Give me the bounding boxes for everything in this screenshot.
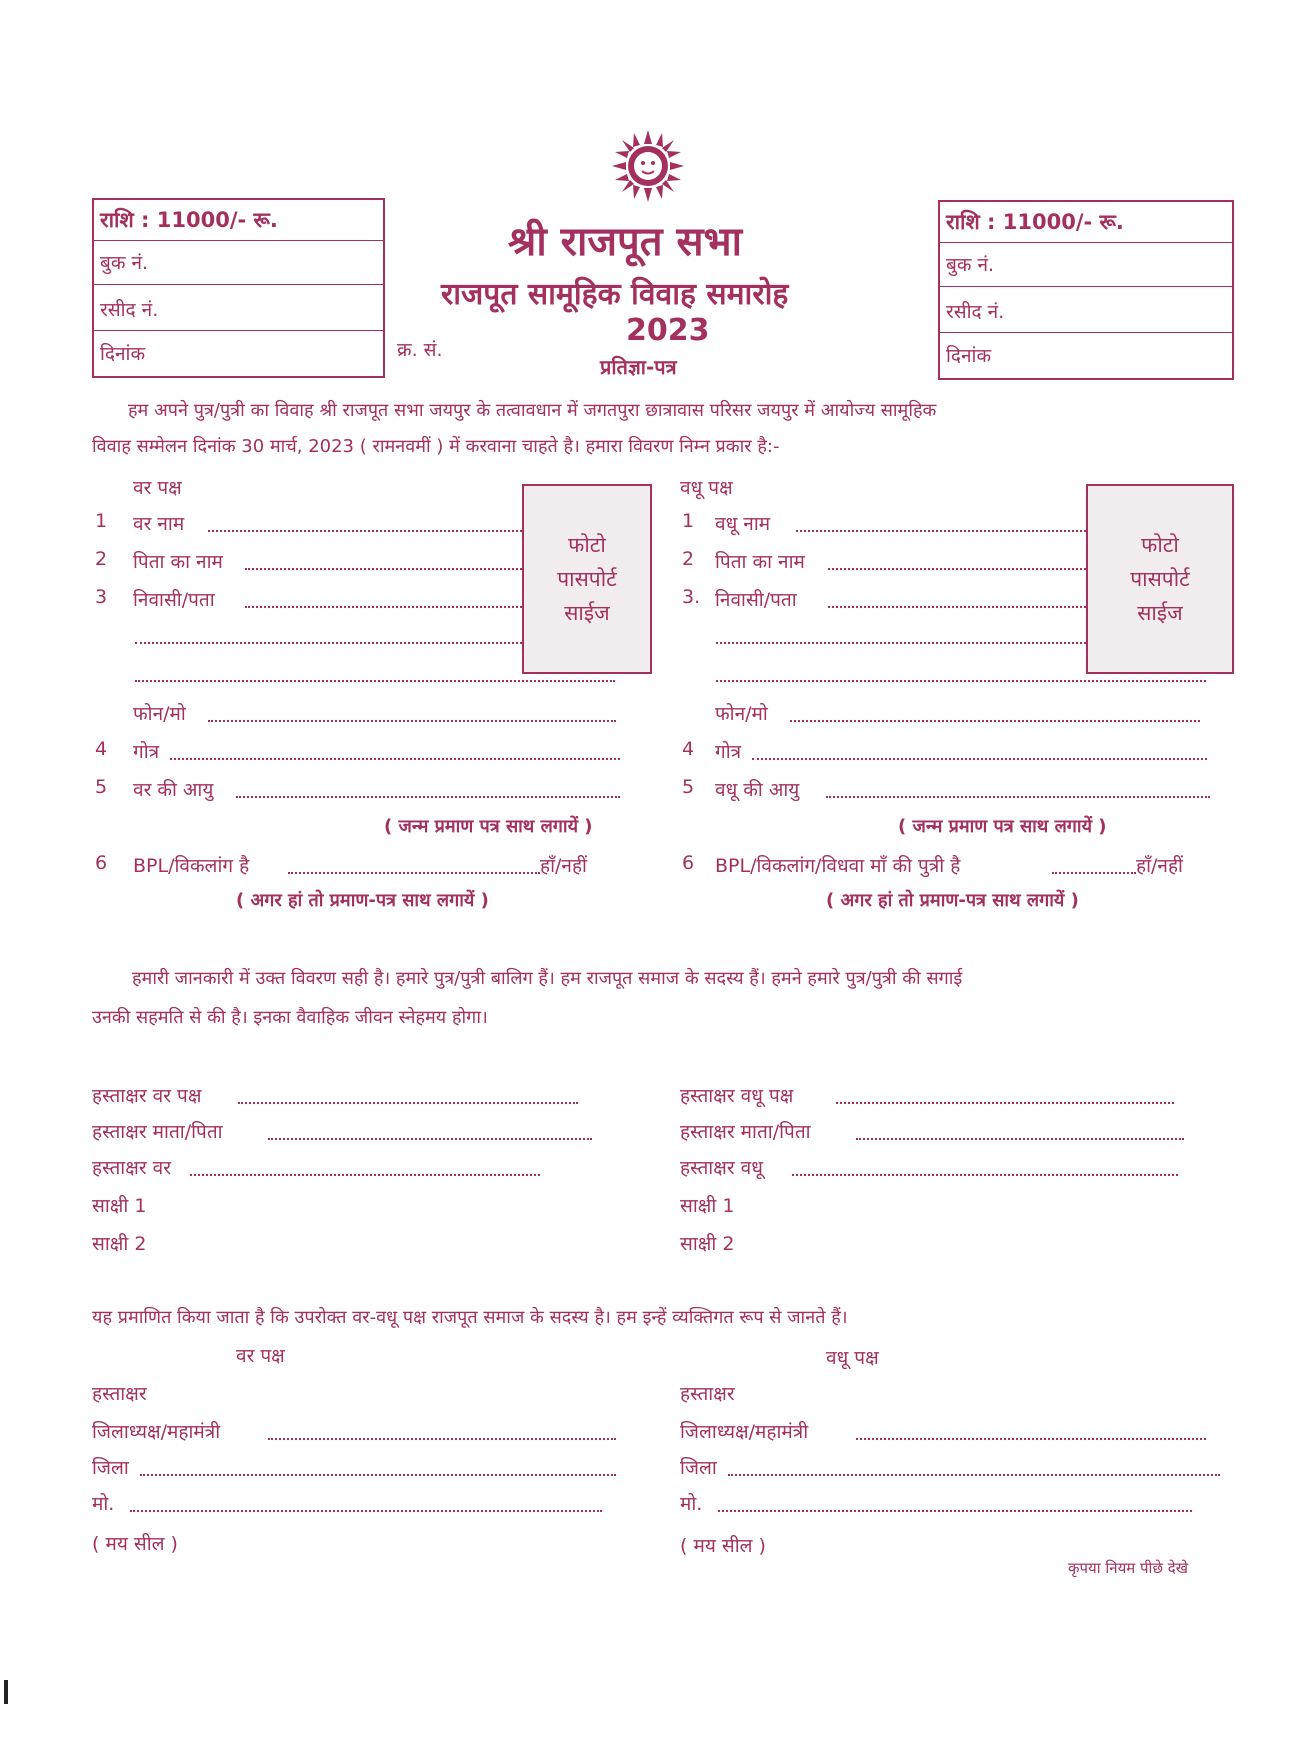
bride-father-line[interactable]: [828, 568, 1086, 570]
groom-address-label: निवासी/पता: [133, 589, 215, 611]
bride-num-4: 4: [682, 738, 695, 760]
groom-num-1: 1: [95, 510, 108, 532]
groom-photo-placeholder[interactable]: [522, 484, 652, 674]
bride-photo-placeholder[interactable]: [1086, 484, 1234, 674]
groom-heading: वर पक्ष: [133, 477, 182, 499]
cert-groom-official-label: जिलाध्यक्ष/महामंत्री: [92, 1421, 221, 1443]
groom-name-label: वर नाम: [133, 513, 185, 535]
sign-groom-side-line[interactable]: [238, 1102, 578, 1104]
witness-2-left: साक्षी 2: [92, 1233, 147, 1255]
sign-groom-parent-label: हस्ताक्षर माता/पिता: [92, 1121, 223, 1143]
cert-bride-seal: ( मय सील ): [680, 1535, 766, 1557]
sign-bride-parent-line[interactable]: [856, 1138, 1184, 1140]
scan-mark: [4, 1680, 8, 1704]
bride-bpl-label: BPL/विकलांग/विधवा माँ की पुत्री है: [715, 855, 961, 877]
intro-line-1: हम अपने पुत्र/पुत्री का विवाह श्री राजपूत सभा जयपुर के तत्वावधान में जगतपुरा छात्रावास परिसर जयपुर में आयोज्य सामूहिक: [128, 400, 937, 421]
bride-address-label: निवासी/पता: [715, 589, 797, 611]
bride-num-3: 3.: [682, 586, 701, 608]
receipt-box-right: [938, 200, 1234, 380]
bride-phone-line[interactable]: [790, 720, 1200, 722]
groom-bpl-note: ( अगर हां तो प्रमाण-पत्र साथ लगायें ): [236, 890, 489, 911]
bride-age-note: ( जन्म प्रमाण पत्र साथ लगायें ): [898, 816, 1107, 837]
bride-bpl-line[interactable]: [1052, 872, 1136, 874]
sign-groom-parent-line[interactable]: [268, 1138, 592, 1140]
bride-num-2: 2: [682, 548, 695, 570]
witness-1-right: साक्षी 1: [680, 1195, 735, 1217]
declaration-line-1: हमारी जानकारी में उक्त विवरण सही है। हमारे पुत्र/पुत्री बालिग हैं। हम राजपूत समाज के सदस्य हैं। हमने हमारे पुत्र/पुत्री की सगाई: [132, 968, 963, 989]
cert-groom-district-line[interactable]: [140, 1474, 616, 1476]
cert-groom-sign-label: हस्ताक्षर: [92, 1383, 147, 1405]
receipt-amount: राशि : 11000/- रू.: [946, 210, 1124, 234]
sign-bride-line[interactable]: [792, 1174, 1178, 1176]
sign-bride-side-line[interactable]: [836, 1102, 1174, 1104]
witness-1-left: साक्षी 1: [92, 1195, 147, 1217]
event-year: 2023: [626, 313, 710, 348]
bride-phone-label: फोन/मो: [715, 703, 768, 725]
receipt-date: दिनांक: [940, 332, 1232, 378]
photo-label-1: फोटो: [1141, 533, 1179, 557]
witness-2-right: साक्षी 2: [680, 1233, 735, 1255]
photo-label-1: फोटो: [568, 533, 606, 557]
groom-address-line-2[interactable]: [135, 642, 522, 644]
photo-label-3: साईज: [564, 601, 610, 625]
bride-gotra-line[interactable]: [752, 758, 1207, 760]
groom-phone-line[interactable]: [208, 720, 616, 722]
groom-bpl-line[interactable]: [288, 872, 540, 874]
bride-gotra-label: गोत्र: [715, 741, 742, 763]
groom-age-line[interactable]: [236, 796, 620, 798]
groom-num-5: 5: [95, 776, 108, 798]
groom-address-line-3[interactable]: [135, 680, 615, 682]
receipt-number: रसीद नं.: [940, 286, 1232, 332]
org-name: श्री राजपूत सभा: [508, 219, 742, 265]
bride-bpl-options[interactable]: हाँ/नहीं: [1136, 855, 1183, 877]
serial-number-label: क्र. सं.: [397, 339, 443, 361]
event-title: राजपूत सामूहिक विवाह समारोह: [441, 277, 789, 312]
sun-emblem-logo: [612, 130, 684, 202]
cert-bride-heading: वधू पक्ष: [826, 1347, 879, 1369]
groom-father-line[interactable]: [245, 568, 522, 570]
groom-age-label: वर की आयु: [133, 779, 214, 801]
cert-bride-mobile-label: मो.: [680, 1493, 703, 1515]
bride-father-label: पिता का नाम: [715, 551, 805, 573]
groom-gotra-label: गोत्र: [133, 741, 160, 763]
groom-bpl-label: BPL/विकलांग है: [133, 855, 250, 877]
cert-groom-official-line[interactable]: [268, 1438, 616, 1440]
cert-bride-sign-label: हस्ताक्षर: [680, 1383, 735, 1405]
groom-address-line-1[interactable]: [245, 606, 522, 608]
groom-num-2: 2: [95, 548, 108, 570]
bride-heading: वधू पक्ष: [680, 477, 733, 499]
sign-groom-side-label: हस्ताक्षर वर पक्ष: [92, 1085, 202, 1107]
bride-name-line[interactable]: [796, 530, 1086, 532]
groom-num-3: 3: [95, 586, 108, 608]
receipt-box-left: [92, 198, 385, 378]
sign-bride-parent-label: हस्ताक्षर माता/पिता: [680, 1121, 811, 1143]
cert-groom-mobile-line[interactable]: [130, 1510, 602, 1512]
receipt-number: रसीद नं.: [94, 284, 383, 330]
bride-age-label: वधू की आयु: [715, 779, 800, 801]
bride-num-5: 5: [682, 776, 695, 798]
receipt-amount: राशि : 11000/- रू.: [100, 208, 278, 232]
sign-groom-label: हस्ताक्षर वर: [92, 1157, 171, 1179]
bride-name-label: वधू नाम: [715, 513, 771, 535]
groom-bpl-options[interactable]: हाँ/नहीं: [540, 855, 587, 877]
intro-line-2: विवाह सम्मेलन दिनांक 30 मार्च, 2023 ( रामनवमीं ) में करवाना चाहते है। हमारा विवरण निम्न प्रकार है:-: [92, 436, 780, 457]
groom-gotra-line[interactable]: [170, 758, 620, 760]
bride-bpl-note: ( अगर हां तो प्रमाण-पत्र साथ लगायें ): [826, 890, 1079, 911]
groom-num-4: 4: [95, 738, 108, 760]
sign-bride-label: हस्ताक्षर वधू: [680, 1157, 763, 1179]
cert-groom-seal: ( मय सील ): [92, 1533, 178, 1555]
bride-address-line-1[interactable]: [828, 606, 1086, 608]
sign-bride-side-label: हस्ताक्षर वधू पक्ष: [680, 1085, 794, 1107]
groom-num-6: 6: [95, 852, 108, 874]
receipt-book-no: बुक नं.: [94, 240, 383, 284]
receipt-date: दिनांक: [94, 330, 383, 376]
certification-text: यह प्रमाणित किया जाता है कि उपरोक्त वर-वधू पक्ष राजपूत समाज के सदस्य है। हम इन्हें व्यक्तिगत रूप से जानते हैं।: [92, 1307, 848, 1328]
cert-groom-district-label: जिला: [92, 1457, 129, 1479]
bride-num-6: 6: [682, 852, 695, 874]
cert-bride-district-label: जिला: [680, 1457, 717, 1479]
photo-label-3: साईज: [1137, 601, 1183, 625]
bride-address-line-3[interactable]: [716, 680, 1206, 682]
bride-num-1: 1: [682, 510, 695, 532]
groom-phone-label: फोन/मो: [133, 703, 186, 725]
bride-address-line-2[interactable]: [716, 642, 1086, 644]
cert-groom-mobile-label: मो.: [92, 1493, 115, 1515]
photo-label-2: पासपोर्ट: [1130, 567, 1190, 591]
form-title: प्रतिज्ञा-पत्र: [600, 355, 677, 379]
cert-bride-official-line[interactable]: [856, 1438, 1206, 1440]
footer-note: कृपया नियम पीछे देखे: [1068, 1559, 1188, 1577]
cert-groom-heading: वर पक्ष: [236, 1345, 285, 1367]
bride-age-line[interactable]: [826, 796, 1210, 798]
cert-bride-district-line[interactable]: [728, 1474, 1220, 1476]
groom-father-label: पिता का नाम: [133, 551, 223, 573]
groom-name-line[interactable]: [208, 530, 522, 532]
sign-groom-line[interactable]: [190, 1174, 540, 1176]
cert-bride-mobile-line[interactable]: [718, 1510, 1192, 1512]
photo-label-2: पासपोर्ट: [557, 567, 617, 591]
receipt-book-no: बुक नं.: [940, 242, 1232, 286]
groom-age-note: ( जन्म प्रमाण पत्र साथ लगायें ): [384, 816, 593, 837]
cert-bride-official-label: जिलाध्यक्ष/महामंत्री: [680, 1421, 809, 1443]
declaration-line-2: उनकी सहमति से की है। इनका वैवाहिक जीवन स्नेहमय होगा।: [92, 1007, 488, 1028]
